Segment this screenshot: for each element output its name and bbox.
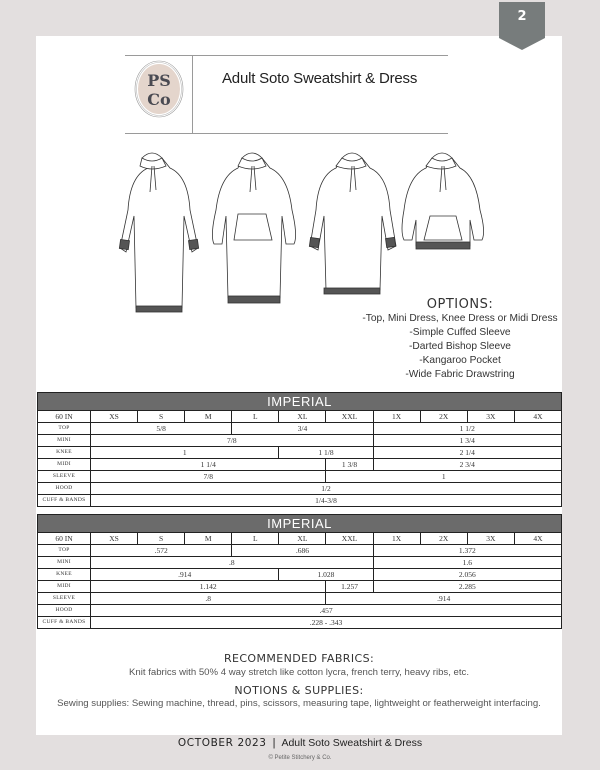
garment-knee-dress-cuffed [119,153,198,312]
option-item: -Darted Bishop Sleeve [409,341,511,352]
measure-cell: 1 [91,447,279,459]
measure-cell: 7/8 [91,471,326,483]
header-bottom-rule [125,133,448,134]
table-row [38,471,562,483]
psco-logo [133,59,185,119]
size-header-row [38,411,562,423]
size-header: L [232,533,279,545]
table-title: IMPERIAL [38,515,562,533]
copyright: © Petite Stitchery & Co. [268,755,332,761]
size-chart-imperial-2 [37,514,562,629]
row-label: MIDI [38,459,91,471]
option-item: -Kangaroo Pocket [419,355,501,366]
row-label: MIDI [38,581,91,593]
footer-separator: | [272,737,276,749]
measure-cell: 1.257 [326,581,373,593]
table-title: IMPERIAL [38,393,562,411]
measure-cell: 7/8 [91,435,374,447]
fabrics-heading: RECOMMENDED FABRICS: [223,652,375,665]
size-header: 1X [373,411,420,423]
size-header: XS [91,533,138,545]
size-header: XS [91,411,138,423]
size-header: L [232,411,279,423]
size-header: M [185,411,232,423]
measure-cell: .228 - .343 [91,617,562,629]
table-row [38,423,562,435]
logo-text-co: Co [147,90,171,109]
measure-cell: 2 3/4 [373,459,561,471]
page-number-tab: 2 [499,2,545,38]
size-header: 1X [373,533,420,545]
measure-cell: .8 [91,557,374,569]
measure-cell: 2 1/4 [373,447,561,459]
notions-heading: NOTIONS & SUPPLIES: [234,684,364,697]
measure-cell: 1.028 [279,569,373,581]
table-row [38,483,562,495]
size-header: S [138,411,185,423]
row-label: KNEE [38,569,91,581]
size-header: S [138,533,185,545]
table-row [38,617,562,629]
measure-cell: 1.6 [373,557,561,569]
measure-cell: 1 1/8 [279,447,373,459]
row-label: HOOD [38,605,91,617]
table-title-bar [38,393,562,411]
footer-title: Adult Soto Sweatshirt & Dress [281,737,423,749]
options-list [330,297,590,382]
table-row [38,605,562,617]
measure-cell: 5/8 [91,423,232,435]
measure-cell: .914 [91,569,279,581]
table-row [38,593,562,605]
measure-cell: 1.142 [91,581,326,593]
measure-cell: .457 [91,605,562,617]
size-header-row [38,533,562,545]
measure-cell: 1 1/4 [91,459,326,471]
size-chart-imperial-1 [37,392,562,507]
measure-cell: 2.056 [373,569,561,581]
pattern-title: Adult Soto Sweatshirt & Dress [222,70,418,87]
width-label: 60 IN [38,533,91,545]
measure-cell: .572 [91,545,232,557]
row-label: HOOD [38,483,91,495]
logo-text-ps: PS [147,71,171,90]
size-header: 4X [514,533,561,545]
measure-cell: .8 [91,593,326,605]
row-label: SLEEVE [38,471,91,483]
measure-cell: 2.285 [373,581,561,593]
table-row [38,557,562,569]
table-row [38,447,562,459]
size-header: XL [279,533,326,545]
fabrics-text: Knit fabrics with 50% 4 way stretch like cotton lycra, french terry, heavy ribs, etc. [129,667,469,678]
row-label: KNEE [38,447,91,459]
size-header: XXL [326,533,373,545]
header-divider [192,55,193,133]
row-label: TOP [38,545,91,557]
width-label: 60 IN [38,411,91,423]
table-row [38,495,562,507]
garment-mini-dress-cuffed [309,153,396,294]
footer [0,737,600,749]
row-label: TOP [38,423,91,435]
row-label: MINI [38,435,91,447]
row-label: CUFF & BANDS [38,617,91,629]
size-header: 3X [467,533,514,545]
table-row [38,545,562,557]
footer-date: OCTOBER 2023 [177,737,267,749]
row-label: CUFF & BANDS [38,495,91,507]
garment-top-bishop-pocket [402,153,484,249]
measure-cell: 1.372 [373,545,561,557]
size-header: XXL [326,411,373,423]
header-top-rule [125,55,448,56]
measure-cell: .914 [326,593,562,605]
table-row [38,569,562,581]
size-header: M [185,533,232,545]
options-heading: OPTIONS: [426,297,494,312]
table-row [38,581,562,593]
option-item: -Top, Mini Dress, Knee Dress or Midi Dress [362,313,558,324]
size-header: 3X [467,411,514,423]
measure-cell: 1 3/4 [373,435,561,447]
measure-cell: 3/4 [232,423,373,435]
garment-midi-dress-bishop-pocket [212,153,295,303]
measure-cell: .686 [232,545,373,557]
table-row [38,459,562,471]
size-header: XL [279,411,326,423]
size-header: 4X [514,411,561,423]
size-header: 2X [420,411,467,423]
measure-cell: 1 [326,471,562,483]
table-row [38,435,562,447]
size-header: 2X [420,533,467,545]
measure-cell: 1/4-3/8 [91,495,562,507]
option-item: -Wide Fabric Drawstring [405,369,515,380]
measure-cell: 1 1/2 [373,423,561,435]
option-item: -Simple Cuffed Sleeve [409,327,511,338]
measure-cell: 1/2 [91,483,562,495]
row-label: MINI [38,557,91,569]
table-title-bar [38,515,562,533]
notions-text: Sewing supplies: Sewing machine, thread, pins, scissors, measuring tape, lightweight or featherweight interfacing. [57,698,541,709]
row-label: SLEEVE [38,593,91,605]
measure-cell: 1 3/8 [326,459,373,471]
